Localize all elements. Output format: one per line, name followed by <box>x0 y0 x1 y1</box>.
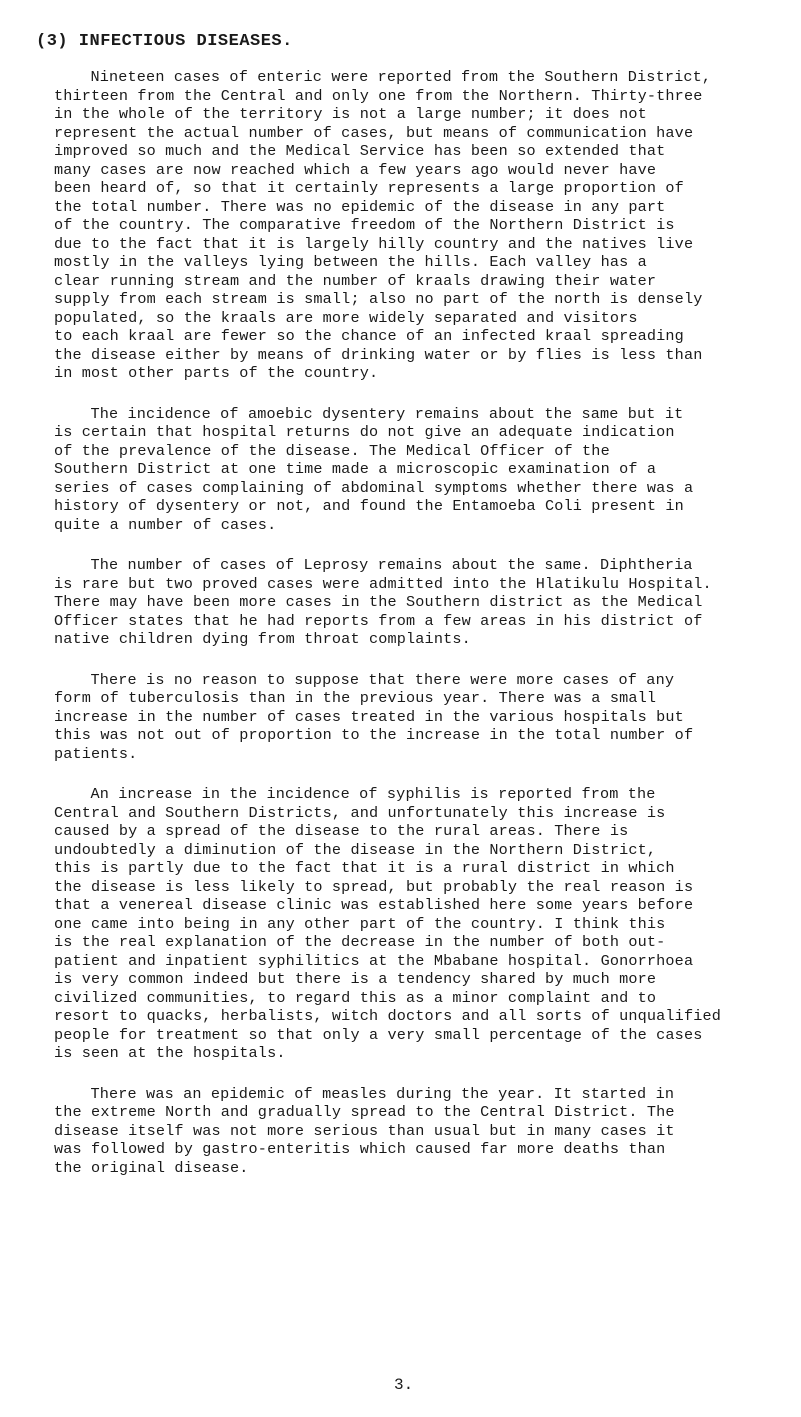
document-body <box>54 68 780 1199</box>
paragraph-syphilis: An increase in the incidence of syphilis is reported from the Central and Southern Districts, and unfortunately this increase is caused by a spread of the disease to the rural areas. There is undoubtedly a diminution of the disease in the Northern District, this is partly due to the fact that it is a rural district in which the disease is less likely to spread, but probably the real reason is that a venereal disease clinic was established here some years before one came into being in any other part of the country. I think this is the real explanation of the decrease in the number of both out- patient and inpatient syphilitics at the Mbabane hospital. Gonorrhoea is very common indeed but there is a tendency shared by much more civilized communities, to regard this as a minor complaint and to resort to quacks, herbalists, witch doctors and all sorts of unqualified people for treatment so that only a very small percentage of the cases is seen at the hospitals. <box>54 785 722 1062</box>
paragraph-leprosy-diphtheria: The number of cases of Leprosy remains about the same. Diphtheria is rare but two proved cases were admitted into the Hlatikulu Hospital. There may have been more cases in the Southern district as the Medical Officer states that he had reports from a few areas in his district of native children dying from throat complaints. <box>54 556 712 648</box>
section-heading: (3) INFECTIOUS DISEASES. <box>36 32 293 51</box>
page-number: 3. <box>394 1376 414 1394</box>
paragraph-measles: There was an epidemic of measles during the year. It started in the extreme North and gradually spread to the Central District. The disease itself was not more serious than usual but in many cases it was followed by gastro-enteritis which caused far more deaths than the original disease. <box>54 1084 675 1177</box>
paragraph-tuberculosis: There is no reason to suppose that there were more cases of any form of tuberculosis than in the previous year. There was a small increase in the number of cases treated in the various hospitals but this was not out of proportion to the increase in the total number of patients. <box>54 670 694 763</box>
paragraph-enteric: Nineteen cases of enteric were reported from the Southern District, thirteen from the Central and only one from the Northern. Thirty-three in the whole of the territory is not a large number; it does not represent the actual number of cases, but means of communication have improved so much and the Medical Service has been so extended that many cases are now reached which a few years ago would never have been heard of, so that it certainly represents a large proportion of the total number. There was no epidemic of the disease in any part of the country. The comparative freedom of the Northern District is due to the fact that it is largely hilly country and the natives live mostly in the valleys lying between the hills. Each valley has a clear running stream and the number of kraals drawing their water supply from each stream is small; also no part of the north is densely populated, so the kraals are more widely separated and visitors to each kraal are fewer so the chance of an infected kraal spreading the disease either by means of drinking water or by flies is less than in most other parts of the country. <box>54 68 712 382</box>
paragraph-dysentery: The incidence of amoebic dysentery remains about the same but it is certain that hospital returns do not give an adequate indication of the prevalence of the disease. The Medical Officer of the Southern District at one time made a microscopic examination of a series of cases complaining of abdominal symptoms whether there was a history of dysentery or not, and found the Entamoeba Coli present in quite a number of cases. <box>54 404 694 534</box>
